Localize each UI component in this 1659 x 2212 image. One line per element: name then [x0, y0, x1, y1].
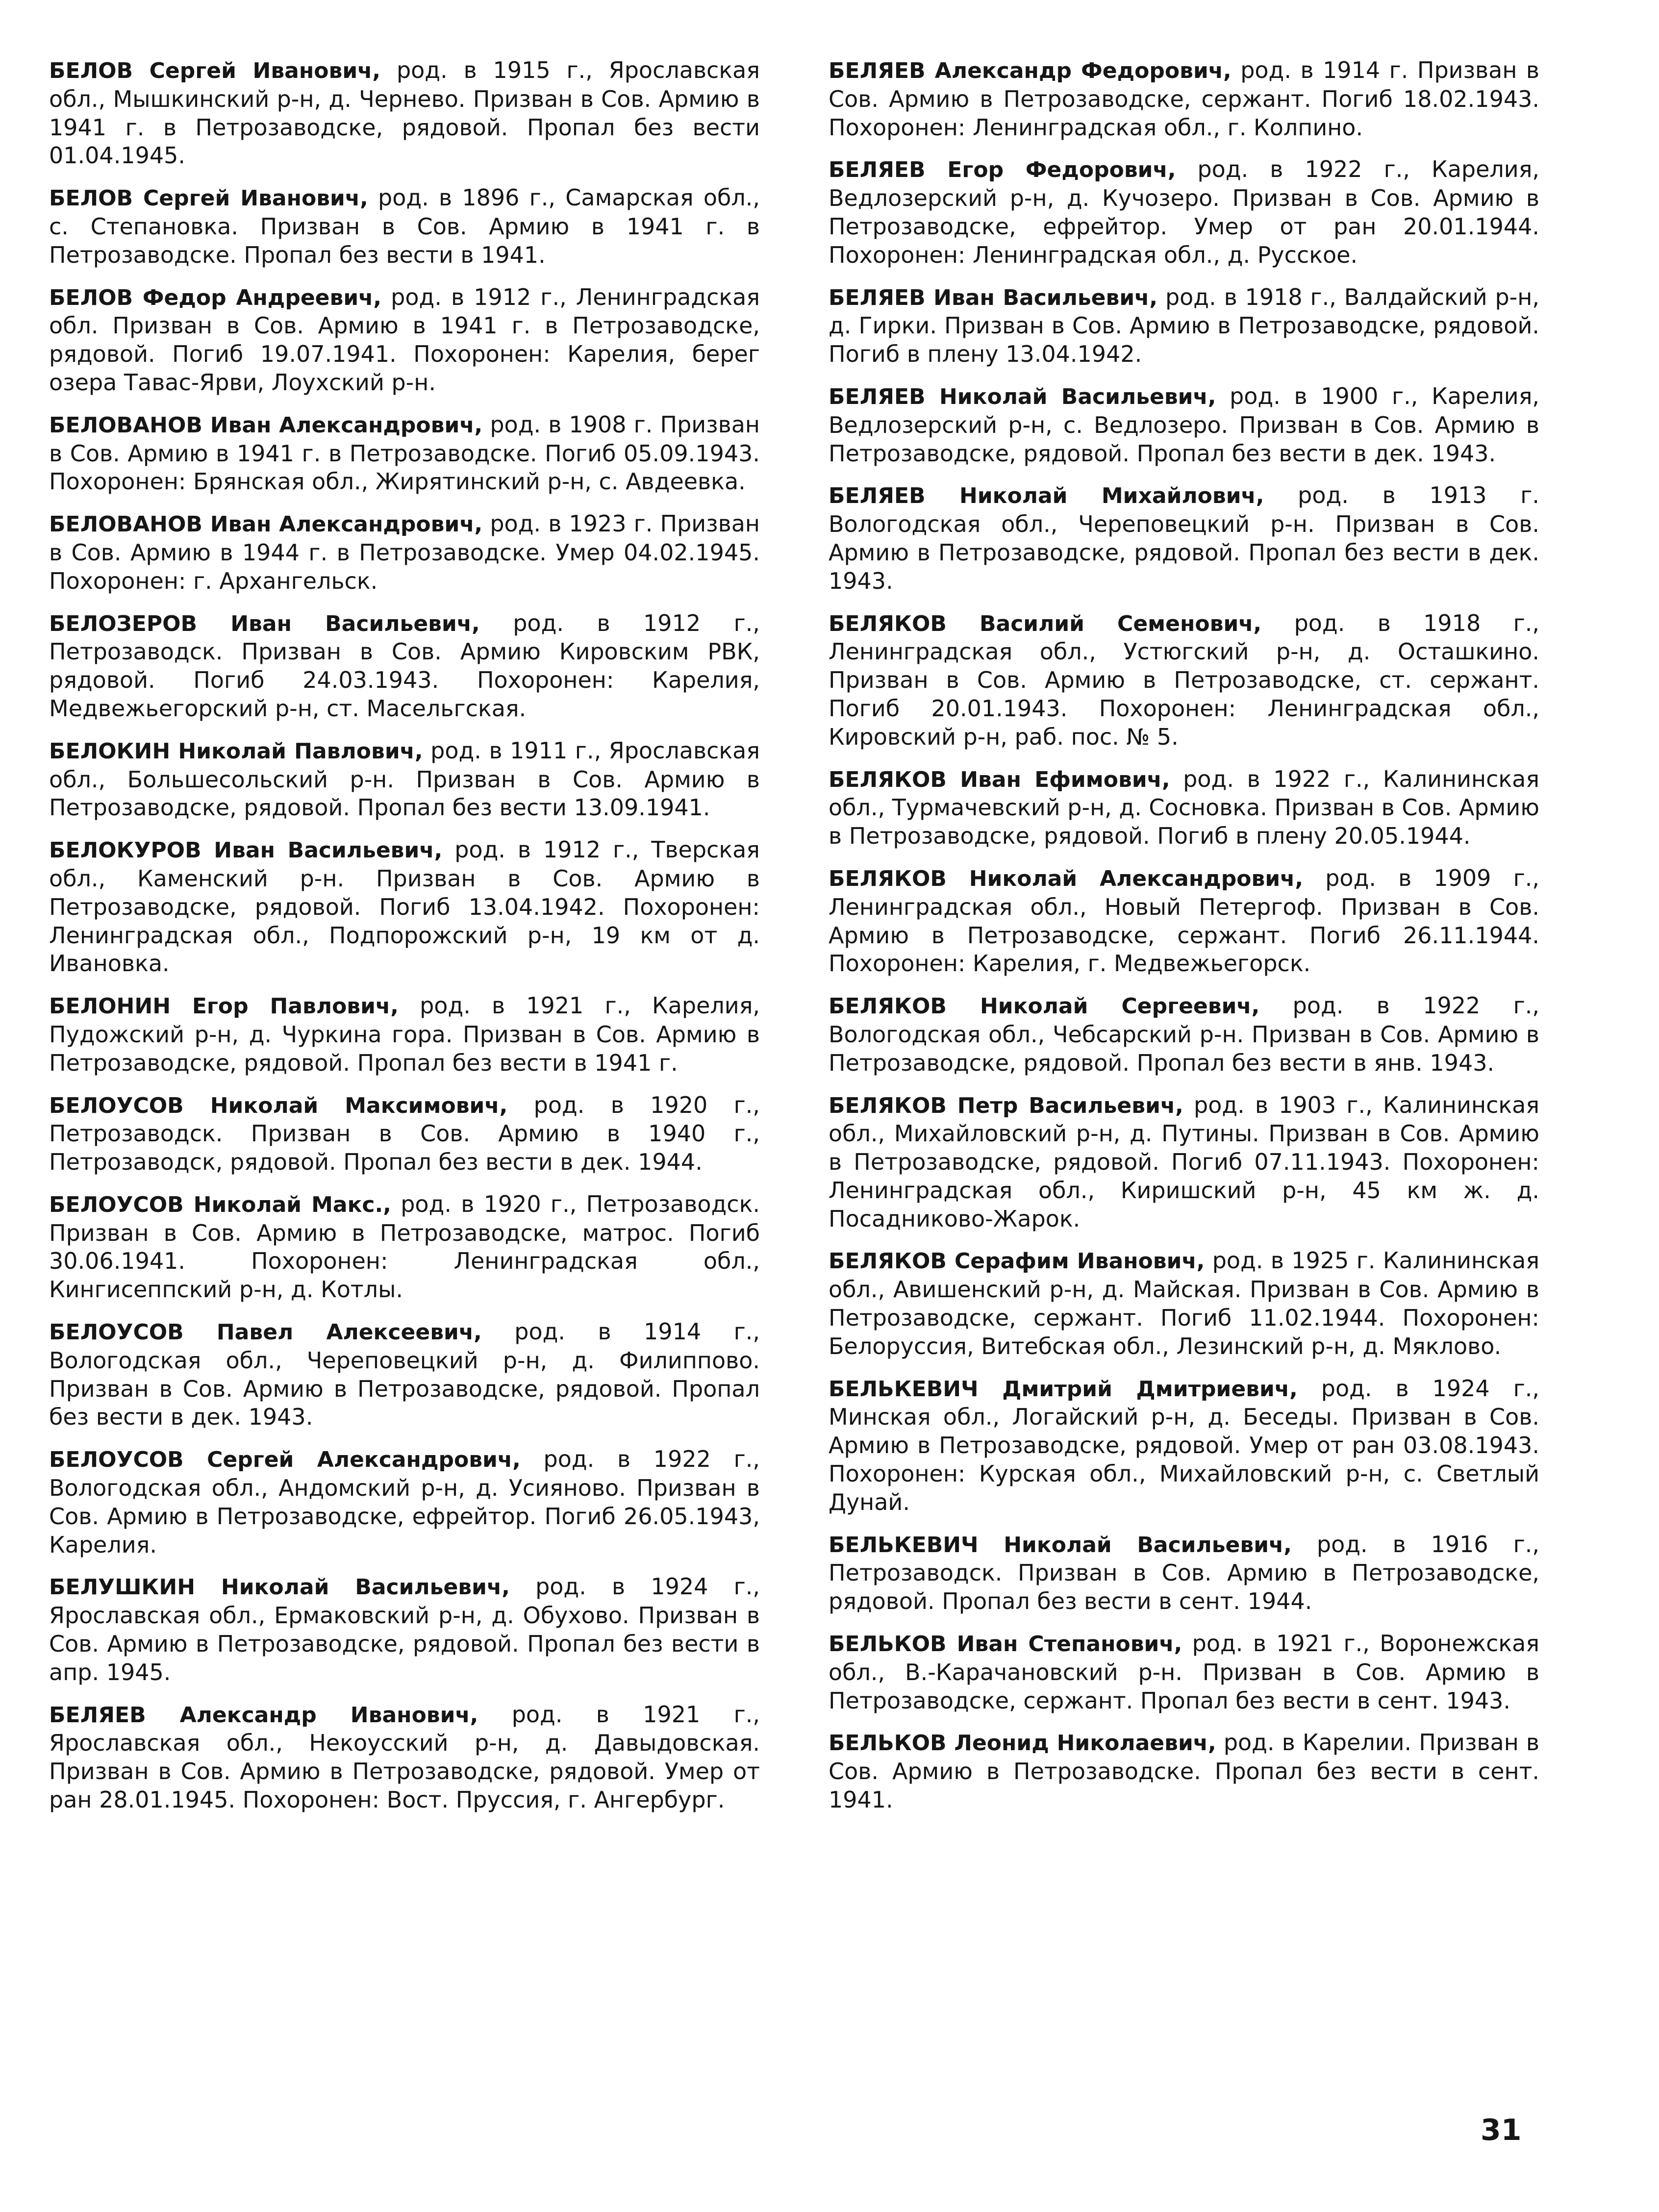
entry-text: род. в 1903 г., Калининская обл., Михайловский р-н, д. Путины. Призван в Сов. Армию в Петрозаводске, рядовой. Погиб 07.11.1943. Похоронен: Ленинградская обл., Киришский р-н, 45 км ж. д. Посадниково-Жарок.	[829, 1091, 1540, 1232]
entry-name: БЕЛЯКОВ Иван Ефимович,	[829, 767, 1170, 792]
entry-text: род. в 1913 г. Вологодская обл., Череповецкий р-н. Призван в Сов. Армию в Петрозаводске, рядовой. Пропал без вести в дек. 1943.	[829, 482, 1539, 594]
entry-text: род. в 1896 г., Самарская обл., с. Степановка. Призван в Сов. Армию в 1941 г. в Петрозаводске. Пропал без вести в 1941.	[49, 184, 760, 268]
entry-text: род. в 1920 г., Петрозаводск. Призван в Сов. Армию в Петрозаводске, матрос. Погиб 30.06.1941. Похоронен: Ленинградская обл., Кингисеппский р-н, д. Котлы.	[49, 1190, 760, 1303]
entry-name: БЕЛОНИН Егор Павлович,	[49, 994, 399, 1019]
entry-text: род. в 1918 г., Валдайский р-н, д. Гирки. Призван в Сов. Армию в Петрозаводске, рядовой. Погиб в плену 13.04.1942.	[829, 283, 1539, 368]
page-number: 31	[1481, 2113, 1522, 2147]
entry-text: род. в 1909 г., Ленинградская обл., Новый Петергоф. Призван в Сов. Армию в Петрозаводске, сержант. Погиб 26.11.1944. Похоронен: Карелия, г. Медвежьегорск.	[829, 864, 1539, 977]
entry-name: БЕЛОВ Федор Андреевич,	[49, 285, 382, 310]
entry-name: БЕЛЬКОВ Леонид Николаевич,	[829, 1731, 1216, 1756]
entry	[49, 609, 760, 723]
entry	[829, 765, 1539, 851]
entry-text: род. в 1908 г. Призван в Сов. Армию в 1941 г. в Петрозаводске. Погиб 05.09.1943. Похоронен: Брянская обл., Жирятинский р-н, с. Авдеевка.	[49, 411, 760, 495]
entry-name: БЕЛЯКОВ Василий Семенович,	[829, 611, 1262, 636]
entry-name: БЕЛЯЕВ Николай Васильевич,	[829, 384, 1216, 409]
entry-text: род. в 1921 г., Ярославская обл., Некоусский р-н, д. Давыдовская. Призван в Сов. Армию в Петрозаводске, рядовой. Умер от ран 28.01.1945. Похоронен: Вост. Пруссия, г. Ангербург.	[49, 1701, 760, 1813]
entry	[49, 1701, 760, 1814]
entry	[829, 382, 1539, 468]
entry-name: БЕЛОВАНОВ Иван Александрович,	[49, 512, 483, 537]
entry-text: род. в 1918 г., Ленинградская обл., Устюгский р-н, д. Осташкино. Призван в Сов. Армию в Петрозаводске, ст. сержант. Погиб 20.01.1943. Похоронен: Ленинградская обл., Кировский р-н, раб. пос. № 5.	[829, 609, 1539, 750]
entry	[829, 1630, 1539, 1715]
entry-name: БЕЛОУСОВ Павел Алексеевич,	[49, 1320, 482, 1345]
entry-text: род. в 1920 г., Петрозаводск. Призван в Сов. Армию в 1940 г., Петрозаводск, рядовой. Пропал без вести в дек. 1944.	[49, 1091, 760, 1176]
entry-text: род. в 1912 г., Петрозаводск. Призван в Сов. Армию Кировским РВК, рядовой. Погиб 24.03.1943. Похоронен: Карелия, Медвежьегорский р-н, ст. Масельгская.	[49, 609, 760, 722]
entry	[49, 411, 760, 496]
entry-text: род. в 1915 г., Ярославская обл., Мышкинский р-н, д. Чернево. Призван в Сов. Армию в 1941 г. в Петрозаводске, рядовой. Пропал без вести 01.04.1945.	[49, 57, 760, 169]
entry-name: БЕЛЯКОВ Серафим Иванович,	[829, 1249, 1205, 1274]
entry-name: БЕЛОВ Сергей Иванович,	[49, 58, 381, 83]
entry-name: БЕЛОЗЕРОВ Иван Васильевич,	[49, 611, 480, 636]
entry	[49, 737, 760, 822]
entry	[829, 992, 1539, 1077]
entry	[829, 609, 1539, 752]
entry-name: БЕЛОВАНОВ Иван Александрович,	[49, 412, 483, 438]
entry-text: род. в 1912 г., Ленинградская обл. Призван в Сов. Армию в 1941 г. в Петрозаводске, рядовой. Погиб 19.07.1941. Похоронен: Карелия, берег озера Тавас-Ярви, Лоухский р-н.	[49, 283, 760, 396]
entry-text: род. в 1922 г., Калининская обл., Турмачевский р-н, д. Сосновка. Призван в Сов. Армию в Петрозаводске, рядовой. Погиб в плену 20.05.1944.	[829, 765, 1540, 850]
entry-name: БЕЛЯЕВ Николай Михайлович,	[829, 483, 1264, 509]
entry	[49, 1573, 760, 1686]
entry	[49, 1190, 760, 1304]
entry	[829, 481, 1539, 595]
entry-name: БЕЛЯКОВ Николай Александрович,	[829, 866, 1304, 891]
entry-name: БЕЛЯКОВ Николай Сергеевич,	[829, 994, 1260, 1019]
entry-name: БЕЛОВ Сергей Иванович,	[49, 186, 368, 211]
entry	[49, 510, 760, 595]
entry-text: род. в 1922 г., Вологодская обл., Андомский р-н, д. Усияново. Призван в Сов. Армию в Петрозаводске, ефрейтор. Погиб 26.05.1943, Карелия.	[49, 1446, 760, 1558]
entry-text: род. в 1914 г. Призван в Сов. Армию в Петрозаводске, сержант. Погиб 18.02.1943. Похоронен: Ленинградская обл., г. Колпино.	[829, 57, 1539, 141]
entry-name: БЕЛУШКИН Николай Васильевич,	[49, 1575, 510, 1600]
entry	[49, 992, 760, 1077]
entry-name: БЕЛЯЕВ Егор Федорович,	[829, 157, 1176, 183]
entry	[829, 1375, 1539, 1517]
entry-name: БЕЛОКИН Николай Павлович,	[49, 738, 423, 764]
entry	[49, 184, 760, 269]
entry	[49, 283, 760, 397]
entry	[829, 283, 1539, 369]
left-column	[49, 56, 760, 1828]
entry-text: род. в 1922 г., Карелия, Ведлозерский р-н, д. Кучозеро. Призван в Сов. Армию в Петрозаводске, ефрейтор. Умер от ран 20.01.1944. Похоронен: Ленинградская обл., д. Русское.	[829, 156, 1539, 268]
entry-name: БЕЛОУСОВ Николай Макс.,	[49, 1192, 391, 1217]
entry-text: род. в 1900 г., Карелия, Ведлозерский р-н, с. Ведлозеро. Призван в Сов. Армию в Петрозаводске, рядовой. Пропал без вести в дек. 1943.	[829, 382, 1539, 467]
entry	[49, 1445, 760, 1559]
entry-text: род. в 1921 г., Воронежская обл., В.-Карачановский р-н. Призван в Сов. Армию в Петрозаводске, сержант. Пропал без вести в сент. 1943.	[829, 1630, 1540, 1714]
entry	[49, 1318, 760, 1432]
entry	[49, 56, 760, 170]
entry-name: БЕЛОУСОВ Николай Максимович,	[49, 1093, 508, 1118]
entry	[829, 1247, 1539, 1360]
entry-text: род. в 1922 г., Вологодская обл., Чебсарский р-н. Призван в Сов. Армию в Петрозаводске, рядовой. Пропал без вести в янв. 1943.	[829, 992, 1539, 1076]
entry-text: род. в 1912 г., Тверская обл., Каменский р-н. Призван в Сов. Армию в Петрозаводске, рядовой. Погиб 13.04.1942. Похоронен: Ленинградская обл., Подпорожский р-н, 19 км от д. Ивановка.	[49, 836, 760, 977]
entry-name: БЕЛЯЕВ Иван Васильевич,	[829, 285, 1158, 310]
entry-text: род. в 1911 г., Ярославская обл., Большесольский р-н. Призван в Сов. Армию в Петрозаводске, рядовой. Пропал без вести 13.09.1941.	[49, 737, 760, 821]
entry	[829, 155, 1539, 269]
entry	[829, 1729, 1539, 1814]
entry-name: БЕЛЬКОВ Иван Степанович,	[829, 1632, 1182, 1657]
entry-name: БЕЛЯЕВ Александр Федорович,	[829, 58, 1232, 83]
entry	[829, 864, 1539, 978]
entry-text: род. в 1924 г., Ярославская обл., Ермаковский р-н, д. Обухово. Призван в Сов. Армию в Петрозаводске, рядовой. Пропал без вести в апр. 1945.	[49, 1573, 760, 1685]
entry-name: БЕЛОКУРОВ Иван Васильевич,	[49, 838, 443, 863]
entry-text: род. в 1921 г., Карелия, Пудожский р-н, д. Чуркина гора. Призван в Сов. Армию в Петрозаводске, рядовой. Пропал без вести в 1941 г.	[49, 992, 760, 1076]
entry-name: БЕЛЯКОВ Петр Васильевич,	[829, 1093, 1183, 1118]
entry	[49, 1091, 760, 1177]
entry	[829, 56, 1539, 142]
entry-name: БЕЛЬКЕВИЧ Николай Васильевич,	[829, 1532, 1292, 1558]
entry-text: род. в 1914 г., Вологодская обл., Череповецкий р-н, д. Филиппово. Призван в Сов. Армию в Петрозаводске, рядовой. Пропал без вести в дек. 1943.	[49, 1318, 760, 1431]
entry-text: род. в 1924 г., Минская обл., Логайский р-н, д. Беседы. Призван в Сов. Армию в Петрозаводске, рядовой. Умер от ран 03.08.1943. Похоронен: Курская обл., Михайловский р-н, с. Светлый Дунай.	[829, 1375, 1539, 1515]
entry-text: род. в 1923 г. Призван в Сов. Армию в 1944 г. в Петрозаводске. Умер 04.02.1945. Похоронен: г. Архангельск.	[49, 510, 760, 594]
entry	[49, 836, 760, 978]
entry-name: БЕЛОУСОВ Сергей Александрович,	[49, 1447, 521, 1473]
entry	[829, 1091, 1539, 1233]
entry-name: БЕЛЯЕВ Александр Иванович,	[49, 1702, 478, 1728]
right-column	[829, 56, 1539, 1828]
entry-text: род. в Карелии. Призван в Сов. Армию в Петрозаводске. Пропал без вести в сент. 1941.	[829, 1729, 1540, 1813]
entry	[829, 1531, 1539, 1616]
entry-text: род. в 1916 г., Петрозаводск. Призван в Сов. Армию в Петрозаводске, рядовой. Пропал без вести в сент. 1944.	[829, 1531, 1539, 1615]
entry-text: род. в 1925 г. Калининская обл., Авишенский р-н, д. Майская. Призван в Сов. Армию в Петрозаводске, сержант. Погиб 11.02.1944. Похоронен: Белоруссия, Витебская обл., Лезинский р-н, д. Мякловo.	[829, 1247, 1539, 1359]
entry-name: БЕЛЬКЕВИЧ Дмитрий Дмитриевич,	[829, 1376, 1298, 1402]
